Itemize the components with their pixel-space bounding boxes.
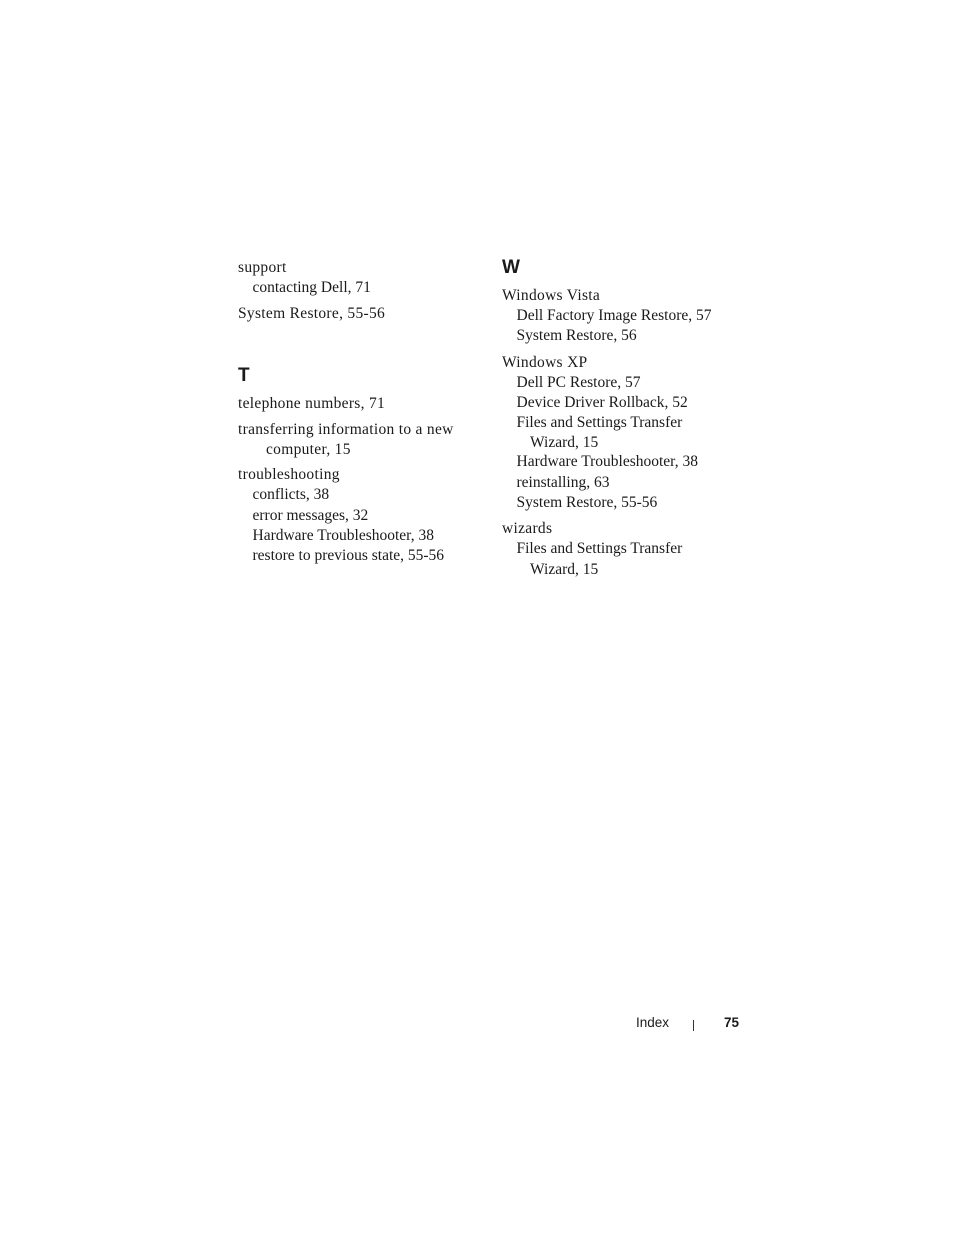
index-subterm-continuation: Wizard, 15 — [530, 560, 599, 578]
index-column-right — [502, 258, 742, 585]
index-term: wizards — [502, 520, 553, 538]
index-term: support — [238, 259, 287, 276]
page-number: 75 — [724, 1015, 740, 1030]
index-term: troubleshooting — [238, 466, 340, 484]
index-subterm: System Restore, 55-56 — [516, 494, 658, 512]
index-entry-windows-xp — [502, 353, 742, 514]
index-entry-transferring — [238, 420, 488, 459]
index-term-continuation: computer, 15 — [266, 441, 351, 459]
index-term: Windows XP — [502, 353, 588, 371]
index-term: Windows Vista — [502, 287, 601, 304]
footer-separator — [693, 1020, 694, 1031]
index-entry-support — [238, 258, 488, 298]
index-term: transferring information to a new — [238, 421, 454, 439]
index-subterm: error messages, 32 — [252, 506, 369, 524]
footer-section-label: Index — [636, 1015, 670, 1030]
index-subterm: conflicts, 38 — [252, 486, 330, 504]
index-subterm: contacting Dell, 71 — [252, 279, 371, 296]
index-subterm: System Restore, 56 — [516, 327, 637, 345]
index-subterm: restore to previous state, 55-56 — [252, 547, 445, 565]
page-footer — [0, 1015, 954, 1035]
section-letter-w: W — [502, 257, 520, 278]
index-entry-wizards — [502, 519, 742, 578]
index-subterm: Files and Settings Transfer — [516, 540, 683, 558]
index-term: telephone numbers, 71 — [238, 395, 386, 413]
index-subterm: Dell PC Restore, 57 — [516, 373, 641, 391]
index-subterm: Device Driver Rollback, 52 — [516, 393, 688, 411]
index-subterm-continuation: Wizard, 15 — [530, 434, 599, 452]
index-entry-windows-vista — [502, 286, 742, 347]
index-subterm: reinstalling, 63 — [516, 473, 610, 491]
index-column-left — [238, 258, 488, 572]
index-subterm: Hardware Troubleshooter, 38 — [516, 453, 698, 471]
index-entry-telephone — [238, 394, 488, 414]
index-entry-system-restore — [238, 304, 488, 324]
index-subterm: Hardware Troubleshooter, 38 — [252, 526, 434, 544]
index-term: System Restore, 55-56 — [238, 305, 386, 323]
index-subterm: Files and Settings Transfer — [516, 414, 683, 432]
index-entry-troubleshooting — [238, 465, 488, 566]
section-letter-t: T — [238, 365, 250, 387]
index-subterm: Dell Factory Image Restore, 57 — [516, 307, 712, 324]
